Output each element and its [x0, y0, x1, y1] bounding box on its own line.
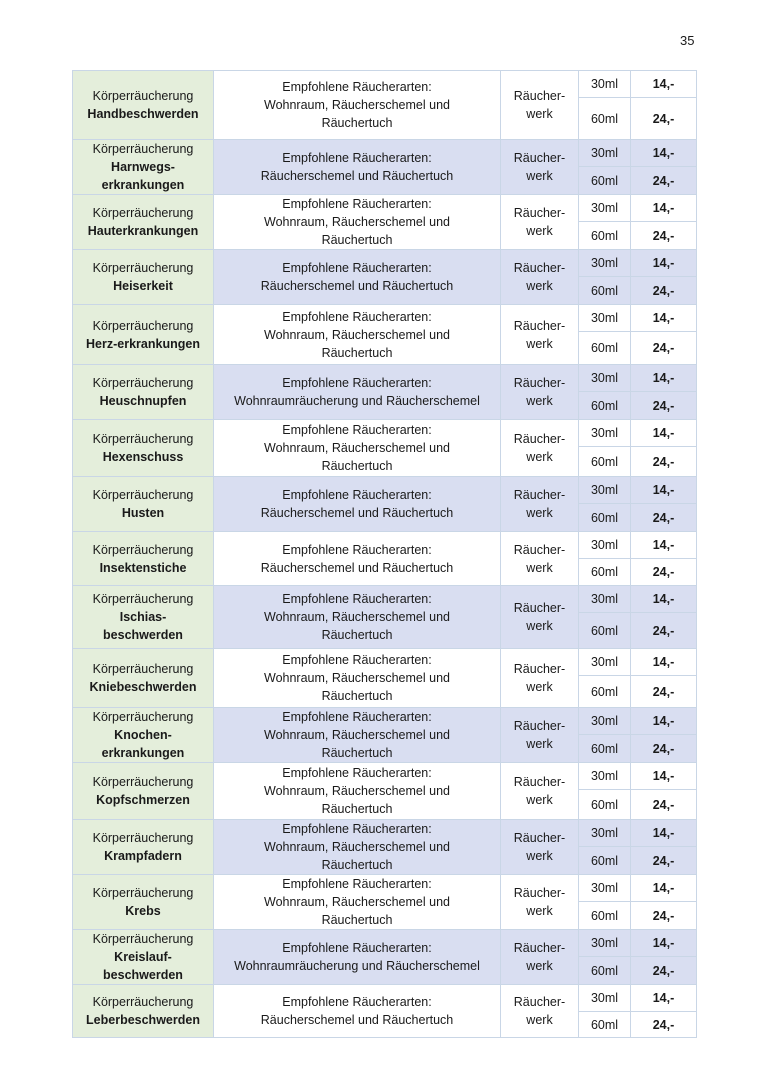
description-line: Wohnraum, Räucherschemel und — [264, 671, 450, 685]
product-kind: werk — [526, 904, 553, 918]
size-cell: 30ml — [579, 195, 631, 222]
product-kind: werk — [526, 224, 553, 238]
price-cell: 14,- — [631, 365, 697, 392]
description-line: Wohnraum, Räucherschemel und — [264, 215, 450, 229]
product-kind-cell — [501, 985, 579, 1038]
size-cell: 30ml — [579, 985, 631, 1012]
size-cell: 60ml — [579, 613, 631, 649]
price-cell: 14,- — [631, 305, 697, 332]
product-kind: werk — [526, 107, 553, 121]
product-kind: Räucher- — [513, 662, 566, 676]
size-cell: 30ml — [579, 820, 631, 847]
size-cell: 60ml — [579, 847, 631, 875]
size-cell: 60ml — [579, 277, 631, 305]
category-type: Körperräucherung — [92, 142, 194, 156]
product-kind-cell — [501, 305, 579, 365]
size-cell: 30ml — [579, 586, 631, 613]
description-line: Räuchertuch — [321, 858, 393, 872]
size-cell: 30ml — [579, 708, 631, 735]
table-row — [73, 532, 697, 559]
product-kind: Räucher- — [513, 488, 566, 502]
category-type: Körperräucherung — [92, 886, 194, 900]
product-kind: werk — [526, 737, 553, 751]
category-type: Körperräucherung — [92, 592, 194, 606]
product-kind-cell — [501, 250, 579, 305]
table-row — [73, 586, 697, 613]
category-type: Körperräucherung — [92, 261, 194, 275]
description-line: Räuchertuch — [321, 802, 393, 816]
description-line: Räuchertuch — [321, 913, 393, 927]
size-cell: 60ml — [579, 504, 631, 532]
product-name: Hauterkrankungen — [87, 224, 199, 238]
price-cell: 24,- — [631, 613, 697, 649]
product-name: Heiserkeit — [113, 279, 173, 293]
description-cell — [214, 532, 501, 586]
product-name: Hexenschuss — [102, 450, 184, 464]
category-type: Körperräucherung — [92, 89, 194, 103]
price-cell: 24,- — [631, 559, 697, 586]
price-cell: 14,- — [631, 875, 697, 902]
description-line: Räuchertuch — [321, 116, 393, 130]
product-name: beschwerden — [103, 968, 183, 982]
price-cell: 24,- — [631, 504, 697, 532]
description-cell — [214, 420, 501, 477]
size-cell: 30ml — [579, 140, 631, 167]
product-kind: Räucher- — [513, 886, 566, 900]
table-body — [73, 71, 697, 1038]
product-kind-cell — [501, 649, 579, 708]
category-type: Körperräucherung — [92, 995, 194, 1009]
category-cell — [73, 305, 214, 365]
size-cell: 30ml — [579, 930, 631, 957]
description-line: Räucherschemel und Räuchertuch — [260, 279, 454, 293]
price-cell: 14,- — [631, 195, 697, 222]
category-cell — [73, 649, 214, 708]
product-table — [72, 70, 697, 1038]
size-cell: 60ml — [579, 957, 631, 985]
description-line: Empfohlene Räucherarten: — [282, 766, 432, 780]
product-name: erkrankungen — [101, 746, 185, 760]
description-line: Wohnraum, Räucherschemel und — [264, 441, 450, 455]
table-row — [73, 930, 697, 957]
description-line: Wohnraum, Räucherschemel und — [264, 327, 450, 342]
description-line: Empfohlene Räucherarten: — [282, 488, 432, 502]
product-kind: werk — [526, 680, 553, 694]
product-kind-cell — [501, 365, 579, 420]
price-cell: 14,- — [631, 985, 697, 1012]
size-cell: 30ml — [579, 365, 631, 392]
table-row — [73, 985, 697, 1012]
price-cell: 14,- — [631, 708, 697, 735]
size-cell: 30ml — [579, 763, 631, 790]
table-row — [73, 649, 697, 676]
description-cell — [214, 586, 501, 649]
size-cell: 30ml — [579, 532, 631, 559]
description-cell — [214, 985, 501, 1038]
description-line: Wohnraum, Räucherschemel und — [264, 840, 450, 854]
price-cell: 24,- — [631, 790, 697, 820]
product-kind: Räucher- — [513, 831, 566, 845]
price-cell: 14,- — [631, 586, 697, 613]
product-kind: werk — [526, 506, 553, 520]
category-type: Körperräucherung — [92, 831, 194, 845]
product-name: Husten — [121, 506, 165, 520]
price-cell: 14,- — [631, 930, 697, 957]
category-type: Körperräucherung — [92, 662, 194, 676]
table-row — [73, 708, 697, 735]
category-type: Körperräucherung — [92, 488, 194, 502]
product-kind-cell — [501, 763, 579, 820]
description-cell — [214, 708, 501, 763]
table-row — [73, 365, 697, 392]
product-name: erkrankungen — [101, 178, 185, 192]
table-row — [73, 763, 697, 790]
description-line: Räucherschemel und Räuchertuch — [260, 1013, 454, 1027]
category-cell — [73, 985, 214, 1038]
description-line: Empfohlene Räucherarten: — [282, 423, 432, 437]
product-kind-cell — [501, 532, 579, 586]
table-row — [73, 820, 697, 847]
price-cell: 24,- — [631, 98, 697, 140]
product-kind-cell — [501, 140, 579, 195]
product-kind: Räucher- — [513, 206, 566, 220]
price-cell: 24,- — [631, 277, 697, 305]
price-cell: 24,- — [631, 957, 697, 985]
description-line: Empfohlene Räucherarten: — [282, 822, 432, 836]
table-row — [73, 477, 697, 504]
size-cell: 30ml — [579, 71, 631, 98]
category-cell — [73, 763, 214, 820]
product-kind: Räucher- — [513, 432, 566, 446]
description-cell — [214, 820, 501, 875]
description-line: Wohnraumräucherung und Räucherschemel — [234, 394, 480, 408]
product-kind-cell — [501, 586, 579, 649]
category-type: Körperräucherung — [92, 710, 194, 724]
size-cell: 60ml — [579, 902, 631, 930]
category-type: Körperräucherung — [92, 376, 194, 390]
product-name: Leberbeschwerden — [86, 1013, 200, 1027]
product-name: Insektenstiche — [99, 560, 187, 575]
description-cell — [214, 195, 501, 250]
size-cell: 30ml — [579, 875, 631, 902]
description-line: Empfohlene Räucherarten: — [282, 653, 432, 667]
product-name: Kopfschmerzen — [96, 793, 190, 807]
category-type: Körperräucherung — [92, 932, 194, 946]
product-name: Harnwegs- — [111, 160, 175, 174]
product-kind: Räucher- — [513, 89, 566, 103]
product-kind: Räucher- — [513, 719, 566, 733]
description-line: Empfohlene Räucherarten: — [282, 542, 432, 557]
price-cell: 24,- — [631, 447, 697, 477]
description-cell — [214, 649, 501, 708]
product-kind-cell — [501, 420, 579, 477]
description-line: Empfohlene Räucherarten: — [282, 261, 432, 275]
product-kind: Räucher- — [513, 261, 566, 275]
price-cell: 14,- — [631, 420, 697, 447]
product-kind: werk — [526, 619, 553, 633]
table-row — [73, 875, 697, 902]
product-kind: werk — [526, 394, 553, 408]
description-cell — [214, 875, 501, 930]
product-kind: werk — [526, 169, 553, 183]
category-cell — [73, 586, 214, 649]
description-line: Räuchertuch — [321, 746, 393, 760]
description-line: Räucherschemel und Räuchertuch — [260, 169, 454, 183]
product-kind-cell — [501, 875, 579, 930]
category-cell — [73, 532, 214, 586]
description-line: Empfohlene Räucherarten: — [282, 376, 432, 390]
category-cell — [73, 477, 214, 532]
product-kind: werk — [526, 849, 553, 863]
price-cell: 24,- — [631, 1012, 697, 1038]
product-name: beschwerden — [103, 628, 183, 642]
page-number: 35 — [680, 33, 695, 48]
size-cell: 60ml — [579, 167, 631, 195]
category-type: Körperräucherung — [92, 206, 194, 220]
description-line: Räuchertuch — [321, 459, 393, 473]
category-cell — [73, 875, 214, 930]
description-cell — [214, 365, 501, 420]
product-kind: werk — [526, 336, 553, 351]
price-cell: 24,- — [631, 847, 697, 875]
size-cell: 60ml — [579, 332, 631, 365]
product-kind: werk — [526, 1013, 553, 1027]
table-row — [73, 250, 697, 277]
price-cell: 14,- — [631, 532, 697, 559]
size-cell: 60ml — [579, 222, 631, 250]
price-cell: 24,- — [631, 902, 697, 930]
product-kind: werk — [526, 560, 553, 575]
description-line: Räuchertuch — [321, 345, 393, 360]
product-name: Kreislauf- — [114, 950, 172, 964]
product-kind: Räucher- — [513, 601, 566, 615]
description-cell — [214, 71, 501, 140]
product-kind-cell — [501, 477, 579, 532]
description-line: Räucherschemel und Räuchertuch — [260, 506, 454, 520]
product-kind: Räucher- — [513, 775, 566, 789]
price-cell: 24,- — [631, 332, 697, 365]
description-line: Empfohlene Räucherarten: — [282, 151, 432, 165]
product-kind: werk — [526, 450, 553, 464]
description-cell — [214, 477, 501, 532]
size-cell: 60ml — [579, 735, 631, 763]
description-cell — [214, 250, 501, 305]
size-cell: 30ml — [579, 305, 631, 332]
product-kind-cell — [501, 195, 579, 250]
category-cell — [73, 820, 214, 875]
size-cell: 60ml — [579, 392, 631, 420]
product-name: Heuschnupfen — [99, 394, 187, 408]
product-kind: werk — [526, 279, 553, 293]
product-name: Knochen- — [114, 728, 172, 742]
category-type: Körperräucherung — [92, 318, 194, 333]
description-line: Räuchertuch — [321, 689, 393, 703]
description-line: Räuchertuch — [321, 628, 393, 642]
size-cell: 60ml — [579, 559, 631, 586]
description-cell — [214, 763, 501, 820]
description-line: Empfohlene Räucherarten: — [282, 995, 432, 1009]
category-cell — [73, 140, 214, 195]
product-name: Krampfadern — [104, 849, 182, 863]
description-line: Empfohlene Räucherarten: — [282, 80, 432, 94]
table-row — [73, 420, 697, 447]
description-line: Räuchertuch — [321, 233, 393, 247]
price-cell: 14,- — [631, 140, 697, 167]
category-cell — [73, 195, 214, 250]
category-cell — [73, 365, 214, 420]
price-cell: 24,- — [631, 167, 697, 195]
product-name: Herz-erkrankungen — [86, 336, 200, 351]
product-name: Handbeschwerden — [87, 107, 199, 121]
description-cell — [214, 930, 501, 985]
product-kind: werk — [526, 793, 553, 807]
price-cell: 24,- — [631, 676, 697, 708]
size-cell: 30ml — [579, 250, 631, 277]
product-kind: Räucher- — [513, 941, 566, 955]
price-cell: 24,- — [631, 392, 697, 420]
description-line: Empfohlene Räucherarten: — [282, 592, 432, 606]
category-cell — [73, 250, 214, 305]
product-kind: werk — [526, 959, 553, 973]
category-type: Körperräucherung — [92, 432, 194, 446]
product-kind: Räucher- — [513, 151, 566, 165]
price-cell: 14,- — [631, 820, 697, 847]
price-cell: 14,- — [631, 71, 697, 98]
price-cell: 24,- — [631, 735, 697, 763]
description-line: Wohnraum, Räucherschemel und — [264, 784, 450, 798]
description-line: Wohnraum, Räucherschemel und — [264, 728, 450, 742]
product-name: Kniebeschwerden — [89, 680, 197, 694]
size-cell: 60ml — [579, 676, 631, 708]
table-row — [73, 195, 697, 222]
product-kind-cell — [501, 708, 579, 763]
description-line: Empfohlene Räucherarten: — [282, 941, 432, 955]
size-cell: 60ml — [579, 1012, 631, 1038]
price-cell: 14,- — [631, 763, 697, 790]
size-cell: 60ml — [579, 790, 631, 820]
product-kind: Räucher- — [513, 318, 566, 333]
category-cell — [73, 71, 214, 140]
size-cell: 30ml — [579, 649, 631, 676]
size-cell: 60ml — [579, 98, 631, 140]
description-line: Wohnraum, Räucherschemel und — [264, 610, 450, 624]
product-name: Krebs — [125, 904, 161, 918]
price-cell: 24,- — [631, 222, 697, 250]
description-cell — [214, 305, 501, 365]
size-cell: 30ml — [579, 477, 631, 504]
product-kind-cell — [501, 820, 579, 875]
table-row — [73, 140, 697, 167]
product-name: Ischias- — [119, 610, 167, 624]
product-kind: Räucher- — [513, 376, 566, 390]
category-cell — [73, 420, 214, 477]
category-type: Körperräucherung — [92, 542, 194, 557]
description-line: Wohnraumräucherung und Räucherschemel — [234, 959, 480, 973]
product-kind-cell — [501, 71, 579, 140]
price-cell: 14,- — [631, 649, 697, 676]
description-line: Wohnraum, Räucherschemel und — [264, 98, 450, 112]
table-row — [73, 71, 697, 98]
product-kind: Räucher- — [513, 542, 566, 557]
description-line: Empfohlene Räucherarten: — [282, 309, 432, 324]
description-cell — [214, 140, 501, 195]
size-cell: 30ml — [579, 420, 631, 447]
description-line: Empfohlene Räucherarten: — [282, 197, 432, 211]
price-cell: 14,- — [631, 477, 697, 504]
product-kind: Räucher- — [513, 995, 566, 1009]
category-cell — [73, 930, 214, 985]
category-type: Körperräucherung — [92, 775, 194, 789]
price-cell: 14,- — [631, 250, 697, 277]
product-kind-cell — [501, 930, 579, 985]
description-line: Räucherschemel und Räuchertuch — [260, 560, 454, 575]
description-line: Empfohlene Räucherarten: — [282, 710, 432, 724]
description-line: Wohnraum, Räucherschemel und — [264, 895, 450, 909]
table-row — [73, 305, 697, 332]
category-cell — [73, 708, 214, 763]
description-line: Empfohlene Räucherarten: — [282, 877, 432, 891]
size-cell: 60ml — [579, 447, 631, 477]
